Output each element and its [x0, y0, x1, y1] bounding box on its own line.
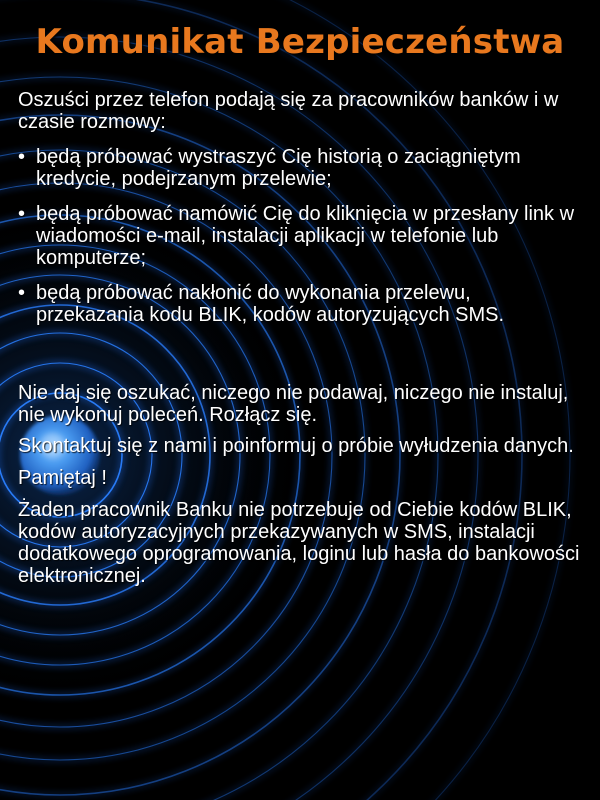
contact-text: Skontaktuj się z nami i poinformuj o próbie wyłudzenia danych. — [18, 435, 574, 457]
warning-list — [18, 146, 584, 326]
bullet-icon: • — [18, 203, 26, 225]
final-notice: Żaden pracownik Banku nie potrzebuje od Ciebie kodów BLIK, kodów autoryzacyjnych przekazywanych w SMS, instalacji dodatkowego oprogramowania, loginu lub hasła do bankowości elektronicznej. — [18, 499, 580, 587]
warning-text: Nie daj się oszukać, niczego nie podawaj, niczego nie instaluj, nie wykonuj poleceń. Rozłącz się. — [18, 382, 569, 426]
bullet-icon: • — [18, 282, 26, 304]
list-item — [18, 282, 584, 326]
list-item — [18, 203, 584, 269]
list-item-text: będą próbować nakłonić do wykonania przelewu, przekazania kodu BLIK, kodów autoryzujących SMS. — [36, 282, 505, 326]
bullet-icon: • — [18, 146, 26, 168]
remember-heading: Pamiętaj ! — [18, 467, 107, 489]
intro-text: Oszuści przez telefon podają się za pracowników banków i w czasie rozmowy: — [18, 89, 559, 133]
message-body — [18, 89, 584, 587]
page-title: Komunikat Bezpieczeństwa — [35, 22, 565, 62]
list-item — [18, 146, 584, 190]
list-item-text: będą próbować namówić Cię do kliknięcia w przesłany link w wiadomości e-mail, instalacji aplikacji w telefonie lub komputerze; — [36, 203, 575, 269]
list-item-text: będą próbować wystraszyć Cię historią o zaciągniętym kredycie, podejrzanym przelewie; — [36, 146, 521, 190]
